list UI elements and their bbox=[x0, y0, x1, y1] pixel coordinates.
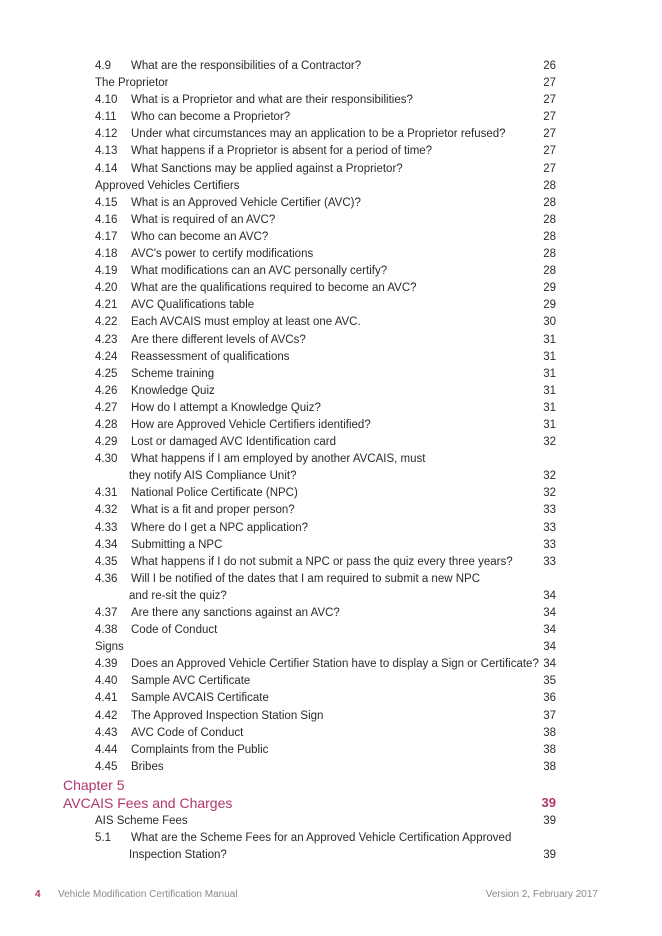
toc-entry[interactable] bbox=[0, 366, 662, 383]
toc-entry-title: Under what circumstances may an application to be a Proprietor refused? bbox=[131, 128, 506, 141]
toc-entry[interactable] bbox=[0, 656, 662, 673]
toc-entry-title: What are the Scheme Fees for an Approved Vehicle Certification Approved bbox=[131, 832, 512, 845]
toc-entry-number: 4.28 bbox=[95, 418, 118, 431]
toc-entry-page: 27 bbox=[543, 94, 556, 107]
toc-entry-title: Chapter 5 bbox=[63, 776, 125, 793]
toc-entry[interactable] bbox=[0, 92, 662, 109]
toc-entry-number: 4.34 bbox=[95, 538, 118, 551]
toc-entry-title: The Approved Inspection Station Sign bbox=[131, 709, 324, 722]
toc-entry-page: 34 bbox=[543, 589, 556, 602]
toc-entry-title: How do I attempt a Knowledge Quiz? bbox=[131, 401, 321, 414]
toc-entry-page: 31 bbox=[543, 401, 556, 414]
toc-entry[interactable] bbox=[0, 126, 662, 143]
toc-entry-page: 34 bbox=[543, 658, 556, 671]
toc-entry[interactable] bbox=[0, 847, 662, 864]
toc-entry-title: Reassessment of qualifications bbox=[131, 350, 290, 363]
toc-entry-number: 4.40 bbox=[95, 675, 118, 688]
toc-entry-title: What is required of an AVC? bbox=[131, 213, 276, 226]
toc-entry[interactable] bbox=[0, 502, 662, 519]
toc-entry-number: 4.35 bbox=[95, 555, 118, 568]
toc-entry-title: Knowledge Quiz bbox=[131, 384, 215, 397]
toc-entry-page: 38 bbox=[543, 760, 556, 773]
toc-entry-title: What Sanctions may be applied against a Proprietor? bbox=[131, 162, 403, 175]
toc-entry-title: AVCAIS Fees and Charges bbox=[63, 795, 233, 812]
toc-entry[interactable] bbox=[0, 485, 662, 502]
toc-entry-page: 32 bbox=[543, 487, 556, 500]
toc-entry-title: Code of Conduct bbox=[131, 624, 218, 637]
toc-entry[interactable] bbox=[0, 537, 662, 554]
toc-entry-page: 32 bbox=[543, 436, 556, 449]
toc-entry[interactable] bbox=[0, 451, 662, 468]
toc-entry-title: Are there different levels of AVCs? bbox=[131, 333, 306, 346]
toc-entry-title: AVC Code of Conduct bbox=[131, 726, 244, 739]
toc-entry-number: 4.19 bbox=[95, 265, 118, 278]
page-footer bbox=[0, 889, 662, 909]
toc-entry-number: 4.43 bbox=[95, 726, 118, 739]
toc-entry-title: Bribes bbox=[131, 760, 164, 773]
toc-entry-title: Where do I get a NPC application? bbox=[131, 521, 309, 534]
toc-entry-title: National Police Certificate (NPC) bbox=[131, 487, 298, 500]
toc-entry[interactable] bbox=[0, 212, 662, 229]
toc-entry-number: 4.38 bbox=[95, 624, 118, 637]
toc-entry-title: What are the responsibilities of a Contractor? bbox=[131, 60, 362, 72]
toc-entry-page: 31 bbox=[543, 350, 556, 363]
toc-entry-title: Are there any sanctions against an AVC? bbox=[131, 607, 340, 619]
toc-entry-page: 31 bbox=[543, 333, 556, 346]
toc-entry-number: 4.27 bbox=[95, 401, 118, 414]
toc-entry-page: 37 bbox=[543, 709, 556, 722]
footer-version: Version 2, February 2017 bbox=[485, 889, 598, 900]
toc-entry-title: What modifications can an AVC personally certify? bbox=[131, 265, 388, 278]
toc-entry-number: 4.16 bbox=[95, 213, 118, 226]
toc-entry-page: 28 bbox=[543, 213, 556, 226]
toc-entry-number: 4.42 bbox=[95, 709, 118, 722]
toc-entry[interactable] bbox=[0, 554, 662, 571]
toc-entry-title: Lost or damaged AVC Identification card bbox=[131, 436, 336, 449]
toc-entry-title: Scheme training bbox=[131, 367, 215, 380]
toc-entry-number: 4.18 bbox=[95, 248, 118, 261]
toc-entry-page: 26 bbox=[543, 60, 556, 72]
toc-entry-number: 4.14 bbox=[95, 162, 118, 175]
toc-entry-page: 28 bbox=[543, 196, 556, 209]
toc-entry-number: 4.11 bbox=[95, 111, 117, 124]
toc-entry-page: 27 bbox=[543, 128, 556, 141]
toc-entry-number: 4.45 bbox=[95, 760, 118, 773]
toc-entry-number: 5.1 bbox=[95, 832, 111, 845]
toc-entry-title: Who can become a Proprietor? bbox=[131, 111, 291, 124]
toc-entry[interactable] bbox=[0, 246, 662, 263]
footer-page-number: 4 bbox=[35, 889, 41, 900]
toc-entry-title: Approved Vehicles Certifiers bbox=[95, 179, 240, 192]
toc-entry[interactable] bbox=[0, 468, 662, 485]
toc-entry-title: What happens if a Proprietor is absent for a period of time? bbox=[131, 145, 433, 158]
toc-entry-title: What happens if I do not submit a NPC or pass the quiz every three years? bbox=[131, 555, 513, 568]
toc-entry[interactable] bbox=[0, 195, 662, 212]
toc-entry-page: 31 bbox=[543, 418, 556, 431]
toc-entry-page: 31 bbox=[543, 384, 556, 397]
toc-entry-title: Signs bbox=[95, 641, 124, 654]
toc-entry-title: AIS Scheme Fees bbox=[95, 814, 188, 827]
toc-entry-number: 4.32 bbox=[95, 504, 118, 517]
toc-entry[interactable] bbox=[0, 520, 662, 537]
toc-entry-page: 32 bbox=[543, 470, 556, 483]
toc-entry-title: AVC Qualifications table bbox=[131, 299, 255, 312]
toc-entry-page: 28 bbox=[543, 248, 556, 261]
toc-entry[interactable] bbox=[0, 759, 662, 776]
toc-entry[interactable] bbox=[0, 434, 662, 451]
toc-entry-page: 38 bbox=[543, 743, 556, 756]
table-of-contents bbox=[0, 58, 662, 864]
toc-entry-page: 27 bbox=[543, 145, 556, 158]
toc-entry-page: 38 bbox=[543, 726, 556, 739]
toc-entry-number: 4.17 bbox=[95, 230, 118, 243]
toc-entry-page: 30 bbox=[543, 316, 556, 329]
toc-entry-page: 27 bbox=[543, 77, 556, 90]
toc-entry-title: What is a Proprietor and what are their responsibilities? bbox=[131, 94, 413, 107]
toc-entry-title: How are Approved Vehicle Certifiers identified? bbox=[131, 418, 371, 431]
toc-entry-title: What is a fit and proper person? bbox=[131, 504, 295, 517]
toc-entry-number: 4.26 bbox=[95, 384, 118, 397]
toc-entry-title: and re-sit the quiz? bbox=[129, 589, 227, 602]
toc-entry[interactable] bbox=[0, 708, 662, 725]
toc-entry-page: 27 bbox=[543, 162, 556, 175]
toc-entry-number: 4.29 bbox=[95, 436, 118, 449]
toc-chapter-heading[interactable] bbox=[0, 776, 662, 795]
toc-entry[interactable] bbox=[0, 297, 662, 314]
toc-entry[interactable] bbox=[0, 725, 662, 742]
toc-entry-title: Each AVCAIS must employ at least one AVC. bbox=[131, 316, 361, 329]
toc-entry-page: 33 bbox=[543, 521, 556, 534]
toc-entry-number: 4.36 bbox=[95, 572, 118, 585]
toc-entry-title: Who can become an AVC? bbox=[131, 230, 269, 243]
toc-entry-page: 35 bbox=[543, 675, 556, 688]
toc-entry-number: 4.22 bbox=[95, 316, 118, 329]
toc-entry-page: 39 bbox=[543, 849, 556, 862]
toc-entry-number: 4.15 bbox=[95, 196, 118, 209]
toc-entry[interactable] bbox=[0, 143, 662, 160]
toc-entry[interactable] bbox=[0, 229, 662, 246]
toc-entry[interactable] bbox=[0, 314, 662, 331]
toc-entry-page: 34 bbox=[543, 641, 556, 654]
toc-entry-page: 28 bbox=[543, 179, 556, 192]
toc-section-heading[interactable] bbox=[0, 813, 662, 830]
toc-entry-number: 4.39 bbox=[95, 658, 118, 671]
toc-entry-title: What is an Approved Vehicle Certifier (AVC)? bbox=[131, 196, 361, 209]
toc-entry[interactable] bbox=[0, 400, 662, 417]
toc-entry[interactable] bbox=[0, 263, 662, 280]
toc-chapter-heading[interactable] bbox=[0, 794, 662, 813]
toc-entry-title: What are the qualifications required to become an AVC? bbox=[131, 282, 417, 295]
toc-entry[interactable] bbox=[0, 622, 662, 639]
toc-entry-number: 4.13 bbox=[95, 145, 118, 158]
toc-entry-page: 33 bbox=[543, 555, 556, 568]
toc-entry[interactable] bbox=[0, 690, 662, 707]
toc-entry-number: 4.33 bbox=[95, 521, 118, 534]
toc-entry-title: Complaints from the Public bbox=[131, 743, 269, 756]
toc-entry-page: 33 bbox=[543, 504, 556, 517]
toc-entry[interactable] bbox=[0, 109, 662, 126]
toc-entry-title: AVC's power to certify modifications bbox=[131, 248, 314, 261]
toc-entry-number: 4.37 bbox=[95, 607, 118, 619]
toc-entry[interactable] bbox=[0, 349, 662, 366]
toc-section-heading[interactable] bbox=[0, 639, 662, 656]
toc-entry-number: 4.20 bbox=[95, 282, 118, 295]
toc-entry[interactable] bbox=[0, 417, 662, 434]
toc-entry-title: Inspection Station? bbox=[129, 849, 227, 862]
toc-entry-number: 4.30 bbox=[95, 453, 118, 466]
toc-entry[interactable] bbox=[0, 605, 662, 622]
toc-entry[interactable] bbox=[0, 830, 662, 847]
toc-entry-title: Sample AVC Certificate bbox=[131, 675, 251, 688]
toc-entry-number: 4.23 bbox=[95, 333, 118, 346]
toc-entry-number: 4.10 bbox=[95, 94, 118, 107]
toc-entry[interactable] bbox=[0, 571, 662, 588]
toc-entry[interactable] bbox=[0, 588, 662, 605]
toc-entry-number: 4.12 bbox=[95, 128, 118, 141]
toc-entry[interactable] bbox=[0, 383, 662, 400]
toc-entry-page: 36 bbox=[543, 692, 556, 705]
toc-entry-page: 34 bbox=[543, 624, 556, 637]
toc-entry-title: What happens if I am employed by another AVCAIS, must bbox=[131, 453, 426, 466]
toc-entry[interactable] bbox=[0, 161, 662, 178]
toc-entry[interactable] bbox=[0, 673, 662, 690]
toc-entry[interactable] bbox=[0, 332, 662, 349]
toc-entry-number: 4.41 bbox=[95, 692, 118, 705]
toc-entry-number: 4.25 bbox=[95, 367, 118, 380]
toc-entry[interactable] bbox=[0, 280, 662, 297]
toc-entry-title: Submitting a NPC bbox=[131, 538, 223, 551]
toc-entry-number: 4.31 bbox=[95, 487, 118, 500]
toc-entry-title: they notify AIS Compliance Unit? bbox=[129, 470, 297, 483]
toc-entry[interactable] bbox=[0, 742, 662, 759]
toc-entry-page: 29 bbox=[543, 299, 556, 312]
toc-entry-page: 28 bbox=[543, 230, 556, 243]
toc-entry-number: 4.44 bbox=[95, 743, 118, 756]
toc-entry-page: 33 bbox=[543, 538, 556, 551]
toc-entry-page: 27 bbox=[543, 111, 556, 124]
toc-entry-page: 28 bbox=[543, 265, 556, 278]
toc-entry-page: 39 bbox=[541, 795, 556, 811]
toc-entry-title: The Proprietor bbox=[95, 77, 169, 90]
toc-entry-number: 4.21 bbox=[95, 299, 118, 312]
toc-entry-number: 4.9 bbox=[95, 60, 111, 72]
toc-entry-page: 31 bbox=[543, 367, 556, 380]
toc-entry-title: Will I be notified of the dates that I am required to submit a new NPC bbox=[131, 572, 481, 585]
footer-document-title: Vehicle Modification Certification Manual bbox=[58, 889, 238, 900]
toc-entry-title: Sample AVCAIS Certificate bbox=[131, 692, 269, 705]
toc-section-heading[interactable] bbox=[0, 75, 662, 92]
toc-entry[interactable] bbox=[0, 58, 662, 75]
toc-entry-number: 4.24 bbox=[95, 350, 118, 363]
toc-entry-page: 34 bbox=[543, 607, 556, 619]
toc-entry-title: Does an Approved Vehicle Certifier Station have to display a Sign or Certificate? bbox=[131, 658, 539, 671]
toc-section-heading[interactable] bbox=[0, 178, 662, 195]
toc-entry-page: 29 bbox=[543, 282, 556, 295]
toc-entry-page: 39 bbox=[543, 814, 556, 827]
